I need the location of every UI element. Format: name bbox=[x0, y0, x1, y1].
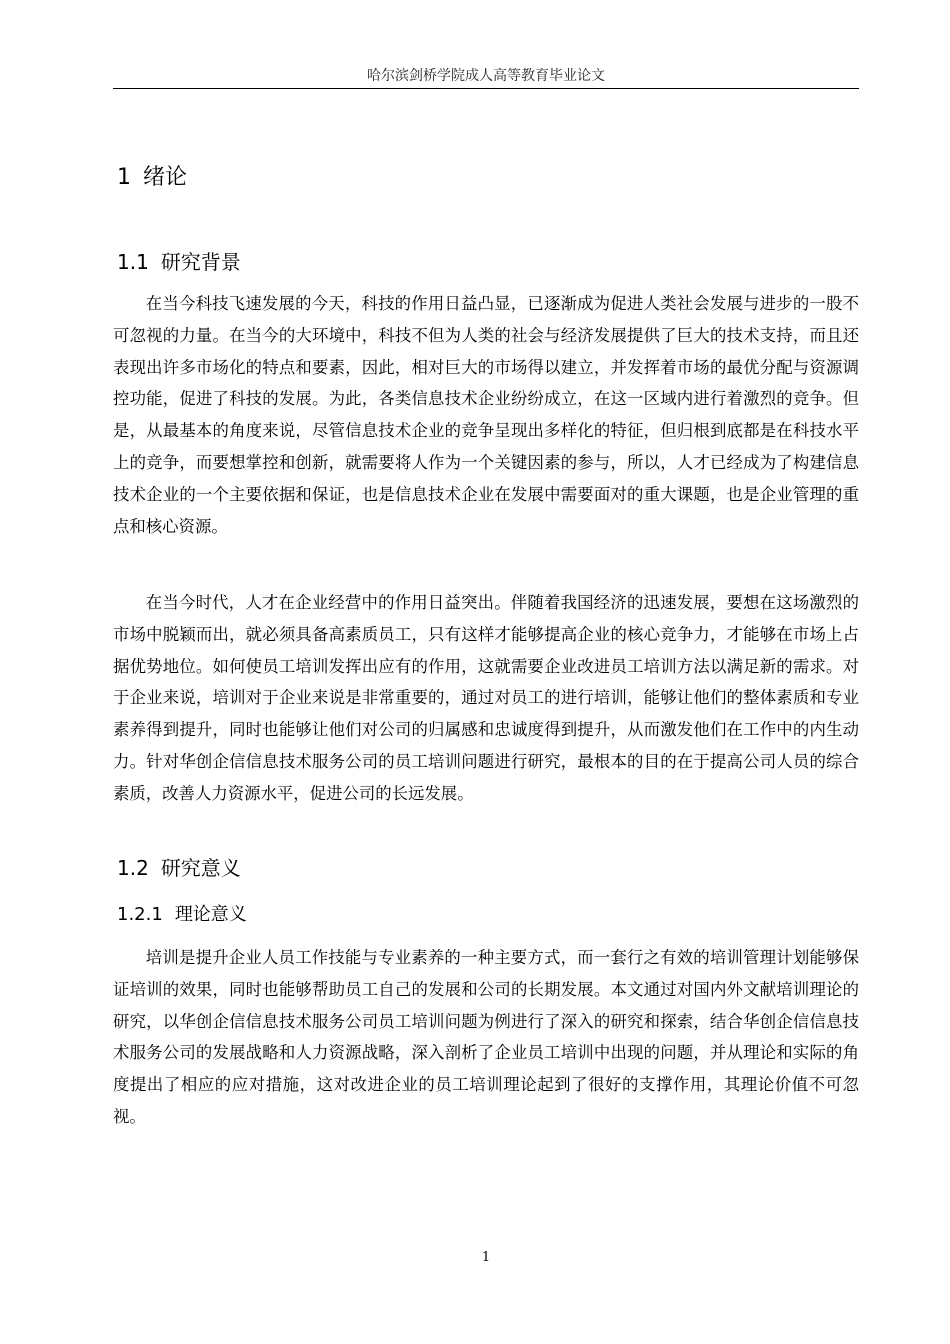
section-title: 研究背景 bbox=[160, 250, 241, 274]
page-number: 1 bbox=[481, 1250, 491, 1265]
section-heading-significance bbox=[117, 854, 241, 882]
chapter-heading bbox=[117, 163, 187, 193]
body-paragraph: 在当今科技飞速发展的今天，科技的作用日益凸显，已逐渐成为促进人类社会发展与进步的一股不可忽视的力量。在当今的大环境中，科技不但为人类的社会与经济发展提供了巨大的技术支持，而且还表现出许多市场化的特点和要素，因此，相对巨大的市场得以建立，并发挥着市场的最优分配与资源调控功能，促进了科技的发展。为此，各类信息技术企业纷纷成立，在这一区域内进行着激烈的竞争。但是，从最基本的角度来说，尽管信息技术企业的竞争呈现出多样化的特征，但归根到底都是在科技水平上的竞争，而要想掌控和创新，就需要将人作为一个关键因素的参与，所以，人才已经成为了构建信息技术企业的一个主要依据和保证，也是信息技术企业在发展中需要面对的重大课题，也是企业管理的重点和核心资源。 bbox=[113, 294, 859, 536]
header-rule bbox=[113, 88, 859, 89]
section-title: 研究意义 bbox=[160, 856, 241, 880]
subsection-heading-theoretical bbox=[117, 902, 247, 928]
section-heading-background bbox=[117, 248, 241, 276]
chapter-number: 1 bbox=[117, 165, 131, 190]
subsection-number: 1.2.1 bbox=[117, 904, 163, 925]
section-number: 1.2 bbox=[117, 856, 149, 880]
body-paragraph: 在当今时代，人才在企业经营中的作用日益突出。伴随着我国经济的迅速发展，要想在这场激烈的市场中脱颖而出，就必须具备高素质员工，只有这样才能够提高企业的核心竞争力，才能够在市场上占据优势地位。如何使员工培训发挥出应有的作用，这就需要企业改进员工培训方法以满足新的需求。对于企业来说，培训对于企业来说是非常重要的，通过对员工的进行培训，能够让他们的整体素质和专业素养得到提升，同时也能够让他们对公司的归属感和忠诚度得到提升，从而激发他们在工作中的内生动力。针对华创企信信息技术服务公司的员工培训问题进行研究，最根本的目的在于提高公司人员的综合素质，改善人力资源水平，促进公司的长远发展。 bbox=[113, 593, 859, 803]
section-number: 1.1 bbox=[117, 250, 149, 274]
running-header: 哈尔滨剑桥学院成人高等教育毕业论文 bbox=[367, 68, 605, 84]
body-paragraph: 培训是提升企业人员工作技能与专业素养的一种主要方式，而一套行之有效的培训管理计划能够保证培训的效果，同时也能够帮助员工自己的发展和公司的长期发展。本文通过对国内外文献培训理论的研究，以华创企信信息技术服务公司员工培训问题为例进行了深入的研究和探索，结合华创企信信息技术服务公司的发展战略和人力资源战略，深入剖析了企业员工培训中出现的问题，并从理论和实际的角度提出了相应的应对措施，这对改进企业的员工培训理论起到了很好的支撑作用，其理论价值不可忽视。 bbox=[113, 948, 859, 1126]
chapter-title: 绪论 bbox=[143, 165, 188, 190]
subsection-title: 理论意义 bbox=[174, 904, 247, 925]
